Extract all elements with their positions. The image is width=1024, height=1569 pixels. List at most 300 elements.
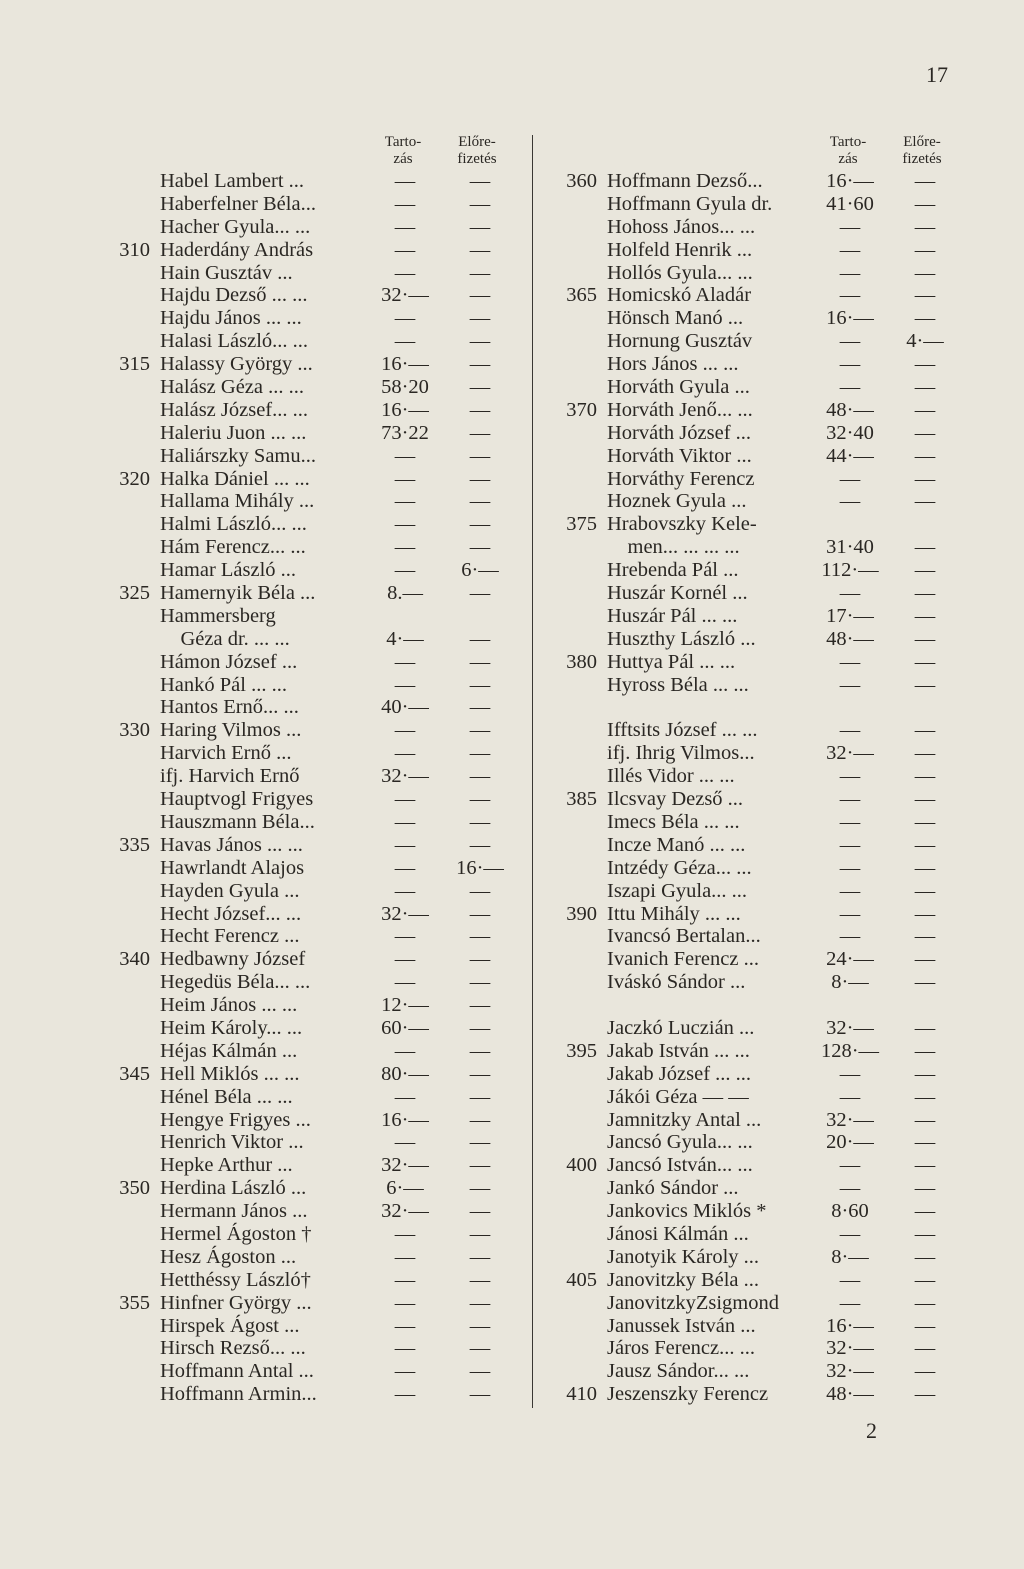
tartozas-value: — <box>839 261 861 284</box>
elofizetes-value: — <box>469 536 491 559</box>
table-row <box>545 628 965 651</box>
elofizetes-value: — <box>469 490 491 513</box>
elofizetes-value: — <box>914 1108 936 1131</box>
member-name: Haleriu Juon ... ... <box>160 421 307 444</box>
table-row <box>545 1292 965 1315</box>
tartozas-value: — <box>839 765 861 788</box>
elofizetes-value: — <box>469 696 491 719</box>
member-name: Hoffmann Antal ... <box>160 1360 314 1383</box>
entry-number: 405 <box>566 1268 597 1291</box>
elofizetes-value: — <box>469 879 491 902</box>
elofizetes-value: — <box>469 673 491 696</box>
member-name: Hajdu Dezső ... ... <box>160 284 308 307</box>
tartozas-value: — <box>839 353 861 376</box>
elofizetes-value: — <box>914 376 936 399</box>
table-row <box>100 445 520 468</box>
tartozas-value: 12·— <box>381 994 429 1017</box>
tartozas-value: — <box>839 833 861 856</box>
entry-number: 355 <box>119 1291 150 1314</box>
elofizetes-value: — <box>914 582 936 605</box>
tartozas-value: — <box>394 742 416 765</box>
tartozas-value: — <box>394 719 416 742</box>
table-row <box>545 1246 965 1269</box>
table-row <box>545 1131 965 1154</box>
tartozas-value: — <box>394 879 416 902</box>
elofizetes-value: — <box>469 1200 491 1223</box>
tartozas-value: 32·— <box>381 1200 429 1223</box>
page-number: 17 <box>926 62 948 87</box>
elofizetes-value: — <box>914 948 936 971</box>
elofizetes-value: — <box>469 513 491 536</box>
table-row <box>545 536 965 559</box>
tartozas-value: — <box>394 810 416 833</box>
tartozas-value: — <box>394 444 416 467</box>
table-row <box>545 880 965 903</box>
elofizetes-value: — <box>914 1085 936 1108</box>
tartozas-value: — <box>394 261 416 284</box>
tartozas-value: 32·40 <box>826 421 874 444</box>
table-row <box>545 399 965 422</box>
elofizetes-value: — <box>469 1383 491 1406</box>
right-rows <box>545 170 965 1406</box>
elofizetes-value: — <box>469 742 491 765</box>
elofizetes-value: — <box>914 444 936 467</box>
table-row <box>100 857 520 880</box>
tartozas-value: 32·— <box>826 1016 874 1039</box>
member-name: Horváth Jenő... ... <box>607 398 753 421</box>
entry-number: 360 <box>566 170 597 192</box>
member-name: Halasi László... ... <box>160 330 309 353</box>
tartozas-value: — <box>839 902 861 925</box>
member-name: Hirspek Ágost ... <box>160 1314 300 1337</box>
member-name: JanovitzkyZsigmond <box>607 1291 779 1314</box>
elofizetes-value: — <box>914 627 936 650</box>
tartozas-value: — <box>839 238 861 261</box>
member-name: Héjas Kálmán ... <box>160 1039 298 1062</box>
tartozas-value: 16·— <box>381 1108 429 1131</box>
elofizetes-value: — <box>469 353 491 376</box>
tartozas-value: — <box>394 1291 416 1314</box>
member-name: Hegedüs Béla... ... <box>160 971 311 994</box>
elofizetes-value: — <box>914 856 936 879</box>
member-name: Hrebenda Pál ... <box>607 559 739 582</box>
tartozas-value: — <box>839 582 861 605</box>
elofizetes-value: — <box>914 833 936 856</box>
tartozas-value: 8.— <box>387 582 423 605</box>
elofizetes-value: — <box>469 1314 491 1337</box>
table-row <box>545 422 965 445</box>
member-name: Hepke Arthur ... <box>160 1154 293 1177</box>
elofizetes-value: — <box>469 1085 491 1108</box>
tartozas-value: 6·— <box>386 1177 424 1200</box>
tartozas-value: 73·22 <box>381 421 429 444</box>
left-column <box>100 130 520 1406</box>
member-name: Hain Gusztáv ... <box>160 261 293 284</box>
member-name: Hoffmann Armin... <box>160 1383 317 1406</box>
entry-number: 315 <box>119 353 150 376</box>
tartozas-value: — <box>394 536 416 559</box>
tartozas-value: — <box>839 788 861 811</box>
elofizetes-value: — <box>914 604 936 627</box>
table-row <box>100 376 520 399</box>
tartozas-value: — <box>394 330 416 353</box>
member-name: Hankó Pál ... ... <box>160 673 287 696</box>
tartozas-value: — <box>394 1268 416 1291</box>
table-row <box>545 1315 965 1338</box>
elofizetes-value: — <box>469 1337 491 1360</box>
elofizetes-value: — <box>914 284 936 307</box>
table-row <box>100 903 520 926</box>
table-row <box>545 376 965 399</box>
tartozas-value: — <box>394 513 416 536</box>
table-row <box>545 925 965 948</box>
table-row <box>100 353 520 376</box>
elofizetes-value: — <box>469 788 491 811</box>
member-name: Jankó Sándor ... <box>607 1177 739 1200</box>
member-name: Jákói Géza — — <box>607 1085 749 1108</box>
tartozas-value: 60·— <box>381 1016 429 1039</box>
elofizetes-value: — <box>469 170 491 192</box>
member-name: Iváskó Sándor ... <box>607 971 746 994</box>
member-name: Habel Lambert ... <box>160 170 305 192</box>
table-row <box>100 925 520 948</box>
tartozas-value: 20·— <box>826 1131 874 1154</box>
tartozas-value: 16·— <box>826 307 874 330</box>
table-row <box>100 788 520 811</box>
tartozas-value: 16·— <box>826 1314 874 1337</box>
member-name: Hengye Frigyes ... <box>160 1108 311 1131</box>
tartozas-value: — <box>394 856 416 879</box>
table-row <box>100 1131 520 1154</box>
member-name: Janotyik Károly ... <box>607 1245 760 1268</box>
member-name: Hrabovszky Kele- <box>607 513 757 536</box>
member-name: Hoffmann Gyula dr. <box>607 192 773 215</box>
tartozas-value: — <box>394 650 416 673</box>
elofizetes-value: — <box>914 215 936 238</box>
member-name: Hetthéssy László† <box>160 1268 311 1291</box>
table-row <box>545 948 965 971</box>
member-name: Hamernyik Béla ... <box>160 582 316 605</box>
elofizetes-value: — <box>469 810 491 833</box>
member-name: Ivancsó Bertalan... <box>607 925 761 948</box>
table-row <box>100 1017 520 1040</box>
elofizetes-value: — <box>469 1108 491 1131</box>
tartozas-value: 32·— <box>381 284 429 307</box>
elofizetes-value: — <box>914 398 936 421</box>
tartozas-value: — <box>839 1291 861 1314</box>
elofizetes-value: — <box>914 1222 936 1245</box>
elofizetes-value: — <box>914 788 936 811</box>
table-row <box>100 1154 520 1177</box>
table-row <box>545 284 965 307</box>
member-name: Haberfelner Béla... <box>160 192 316 215</box>
elofizetes-value: — <box>914 1200 936 1223</box>
elofizetes-value: 6·— <box>461 559 499 582</box>
tartozas-value: — <box>394 307 416 330</box>
signature-mark: 2 <box>866 1418 877 1443</box>
member-name: Jaczkó Luczián ... <box>607 1016 755 1039</box>
elofizetes-value: — <box>914 467 936 490</box>
tartozas-value: 32·— <box>381 1154 429 1177</box>
tartozas-value: 16·— <box>381 398 429 421</box>
member-name: Iszapi Gyula... ... <box>607 879 748 902</box>
entry-number: 410 <box>566 1383 597 1406</box>
member-name: Jancsó István... ... <box>607 1154 753 1177</box>
elofizetes-value: — <box>914 1016 936 1039</box>
member-name: Hermann János ... <box>160 1200 308 1223</box>
tartozas-value: 112·— <box>821 559 879 582</box>
table-row <box>100 811 520 834</box>
table-row <box>545 1383 965 1406</box>
table-row <box>545 651 965 674</box>
elofizetes-value: — <box>469 261 491 284</box>
tartozas-value: — <box>839 490 861 513</box>
table-row <box>100 1040 520 1063</box>
elofizetes-value: — <box>914 1245 936 1268</box>
member-name: Jeszenszky Ferencz <box>607 1383 769 1406</box>
table-row <box>100 468 520 491</box>
tartozas-value: — <box>839 215 861 238</box>
table-row <box>545 330 965 353</box>
elofizetes-value: — <box>469 1222 491 1245</box>
member-name: Jánosi Kálmán ... <box>607 1222 749 1245</box>
elofizetes-value: — <box>914 1291 936 1314</box>
table-row <box>100 1360 520 1383</box>
member-name: Imecs Béla ... ... <box>607 810 740 833</box>
tartozas-value: 8·— <box>831 1245 869 1268</box>
tartozas-value: 32·— <box>826 1337 874 1360</box>
tartozas-value: — <box>839 330 861 353</box>
header-tartozas: Tarto- zás <box>384 134 422 167</box>
tartozas-value: 128·— <box>820 1039 880 1062</box>
elofizetes-value: — <box>914 1268 936 1291</box>
elofizetes-value: — <box>914 765 936 788</box>
elofizetes-value: — <box>914 971 936 994</box>
elofizetes-value: — <box>914 810 936 833</box>
elofizetes-value: — <box>469 650 491 673</box>
table-row <box>545 994 965 1017</box>
member-name: Jancsó Gyula... ... <box>607 1131 753 1154</box>
table-row <box>100 399 520 422</box>
table-row <box>545 1337 965 1360</box>
entry-number: 375 <box>566 513 597 536</box>
member-name: Hohoss János... ... <box>607 215 756 238</box>
entry-number: 370 <box>566 398 597 421</box>
member-name: Hirsch Rezső... ... <box>160 1337 306 1360</box>
tartozas-value: — <box>839 284 861 307</box>
tartozas-value: — <box>394 925 416 948</box>
table-row <box>100 1246 520 1269</box>
table-row <box>100 994 520 1017</box>
table-row <box>545 857 965 880</box>
tartozas-value: 48·— <box>826 398 874 421</box>
tartozas-value: 17·— <box>826 604 874 627</box>
elofizetes-value: — <box>914 353 936 376</box>
tartozas-value: — <box>839 810 861 833</box>
elofizetes-value: — <box>469 421 491 444</box>
table-row <box>545 1086 965 1109</box>
table-row <box>545 834 965 857</box>
member-name: ifj. Ihrig Vilmos... <box>607 742 755 765</box>
member-name: Homicskó Aladár <box>607 284 752 307</box>
member-name: Halka Dániel ... ... <box>160 467 310 490</box>
table-row <box>545 513 965 536</box>
tartozas-value: — <box>394 467 416 490</box>
elofizetes-value: — <box>914 650 936 673</box>
table-row <box>545 353 965 376</box>
elofizetes-value: — <box>914 1314 936 1337</box>
member-name: Hoznek Gyula ... <box>607 490 747 513</box>
member-name: Horváth József ... <box>607 421 752 444</box>
elofizetes-value: — <box>469 1039 491 1062</box>
tartozas-value: — <box>394 1131 416 1154</box>
tartozas-value: — <box>394 971 416 994</box>
member-name: Heim Károly... ... <box>160 1016 303 1039</box>
tartozas-value: — <box>394 238 416 261</box>
member-name: Illés Vidor ... ... <box>607 765 735 788</box>
tartozas-value: — <box>394 1360 416 1383</box>
tartozas-value: — <box>394 788 416 811</box>
member-name: Incze Manó ... ... <box>607 833 746 856</box>
member-name: Géza dr. ... ... <box>160 627 290 650</box>
table-row <box>545 1360 965 1383</box>
table-row <box>100 422 520 445</box>
tartozas-value: — <box>394 948 416 971</box>
table-row <box>100 651 520 674</box>
member-name: Ittu Mihály ... ... <box>607 902 741 925</box>
member-name: Halász József... ... <box>160 398 309 421</box>
member-name: Hyross Béla ... ... <box>607 673 749 696</box>
elofizetes-value: — <box>469 1291 491 1314</box>
elofizetes-value: — <box>914 673 936 696</box>
elofizetes-value: — <box>914 1337 936 1360</box>
table-row <box>545 445 965 468</box>
member-name: Hantos Ernő... ... <box>160 696 299 719</box>
elofizetes-value: — <box>469 948 491 971</box>
elofizetes-value: — <box>469 1062 491 1085</box>
table-row <box>545 788 965 811</box>
member-name: Hecht Ferencz ... <box>160 925 300 948</box>
elofizetes-value: — <box>469 994 491 1017</box>
table-row <box>545 811 965 834</box>
tartozas-value: 16·— <box>826 170 874 192</box>
table-row <box>100 330 520 353</box>
elofizetes-value: — <box>469 444 491 467</box>
table-row <box>545 193 965 216</box>
member-name: Heim János ... ... <box>160 994 298 1017</box>
entry-number: 350 <box>119 1177 150 1200</box>
table-row <box>100 1223 520 1246</box>
member-name: Hesz Ágoston ... <box>160 1245 297 1268</box>
elofizetes-value: — <box>469 1154 491 1177</box>
tartozas-value: — <box>394 1245 416 1268</box>
tartozas-value: 8·60 <box>831 1200 869 1223</box>
entry-number: 310 <box>119 238 150 261</box>
table-row <box>100 880 520 903</box>
member-name: Jakab József ... ... <box>607 1062 752 1085</box>
elofizetes-value: — <box>914 421 936 444</box>
table-row <box>100 605 520 628</box>
header-elofizetes: Előre- fizetés <box>902 134 942 167</box>
elofizetes-value: — <box>914 192 936 215</box>
table-row <box>100 170 520 193</box>
elofizetes-value: — <box>469 765 491 788</box>
table-row <box>100 490 520 513</box>
member-name: Hors János ... ... <box>607 353 739 376</box>
right-column-header <box>545 130 965 170</box>
elofizetes-value: — <box>469 1016 491 1039</box>
tartozas-value: — <box>394 1222 416 1245</box>
table-row <box>100 719 520 742</box>
entry-number: 365 <box>566 284 597 307</box>
elofizetes-value: — <box>469 376 491 399</box>
tartozas-value: 58·20 <box>381 376 429 399</box>
tartozas-value: 41·60 <box>826 192 874 215</box>
member-name: Ilcsvay Dezső ... <box>607 788 744 811</box>
table-row <box>100 193 520 216</box>
member-name: Hell Miklós ... ... <box>160 1062 300 1085</box>
table-row <box>100 696 520 719</box>
table-row <box>100 284 520 307</box>
elofizetes-value: — <box>914 902 936 925</box>
table-row <box>100 971 520 994</box>
member-name: Janovitzky Béla ... <box>607 1268 760 1291</box>
table-row <box>100 1315 520 1338</box>
elofizetes-value: — <box>469 284 491 307</box>
elofizetes-value: — <box>914 536 936 559</box>
tartozas-value: 80·— <box>381 1062 429 1085</box>
member-name: Hönsch Manó ... <box>607 307 744 330</box>
tartozas-value: — <box>839 856 861 879</box>
table-row <box>545 696 965 719</box>
member-name: Hammersberg <box>160 604 276 627</box>
tartozas-value: 16·— <box>381 353 429 376</box>
table-row <box>545 765 965 788</box>
member-name: Halassy György ... <box>160 353 313 376</box>
tartozas-value: 44·— <box>826 444 874 467</box>
member-name: Janussek István ... <box>607 1314 756 1337</box>
elofizetes-value: — <box>469 215 491 238</box>
elofizetes-value: 16·— <box>456 856 504 879</box>
table-row <box>545 490 965 513</box>
elofizetes-value: — <box>914 1360 936 1383</box>
elofizetes-value: — <box>914 490 936 513</box>
elofizetes-value: — <box>914 925 936 948</box>
table-row <box>545 1200 965 1223</box>
member-name: Jamnitzky Antal ... <box>607 1108 762 1131</box>
member-name: Hajdu János ... ... <box>160 307 302 330</box>
elofizetes-value: — <box>914 1383 936 1406</box>
tartozas-value: — <box>839 673 861 696</box>
member-name: Intzédy Géza... ... <box>607 856 752 879</box>
member-name: ifj. Harvich Ernő <box>160 765 300 788</box>
member-name: Haliárszky Samu... <box>160 444 316 467</box>
member-name: Hayden Gyula ... <box>160 879 300 902</box>
member-name: Huttya Pál ... ... <box>607 650 736 673</box>
member-name: Horváth Viktor ... <box>607 444 752 467</box>
elofizetes-value: — <box>469 925 491 948</box>
member-name: Ifftsits József ... ... <box>607 719 758 742</box>
tartozas-value: — <box>394 170 416 192</box>
member-name: Havas János ... ... <box>160 833 303 856</box>
member-name: Járos Ferencz... ... <box>607 1337 756 1360</box>
member-name: Halmi László... ... <box>160 513 307 536</box>
table-row <box>545 170 965 193</box>
member-name: Hornung Gusztáv <box>607 330 753 353</box>
tartozas-value: 32·— <box>826 1360 874 1383</box>
table-row <box>100 1383 520 1406</box>
tartozas-value: — <box>394 192 416 215</box>
